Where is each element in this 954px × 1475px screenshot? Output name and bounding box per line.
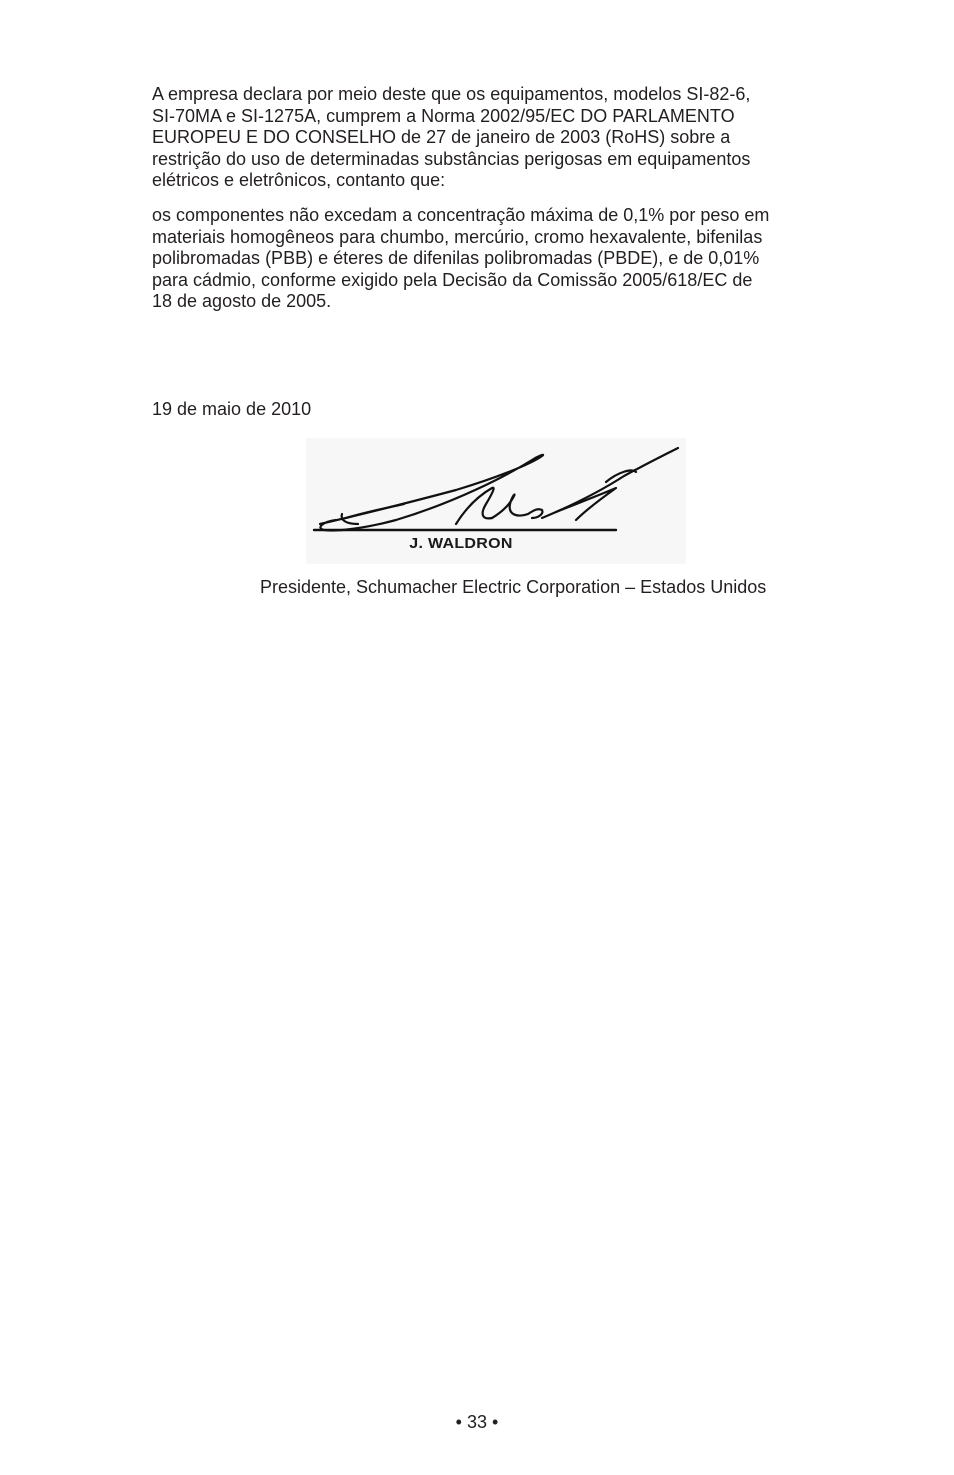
signer-title: Presidente, Schumacher Electric Corporation – Estados Unidos [260, 577, 767, 597]
declaration-date: 19 de maio de 2010 [152, 399, 312, 419]
declaration-paragraph-1: A empresa declara por meio deste que os equipamentos, modelos SI-82-6, SI-70MA e SI-1275A, cumprem a Norma 2002/95/EC DO PARLAMENTO EUROPEU E DO CONSELHO de 27 de janeiro de 2003 (RoHS) sobre a restrição do uso de determinadas substâncias perigosas em equipamentos elétricos e eletrônicos, contanto que: [152, 84, 751, 191]
signature-block [306, 438, 686, 564]
declaration-paragraph-2: os componentes não excedam a concentração máxima de 0,1% por peso em materiais homogêneos para chumbo, mercúrio, cromo hexavalente, bifenilas polibromadas (PBB) e éteres de difenilas polibromadas (PBDE), e de 0,01% para cádmio, conforme exigido pela Decisão da Comissão 2005/618/EC de 18 de agosto de 2005. [152, 205, 770, 312]
page-number: • 33 • [455, 1412, 499, 1432]
signer-name: J. WALDRON [409, 535, 513, 552]
